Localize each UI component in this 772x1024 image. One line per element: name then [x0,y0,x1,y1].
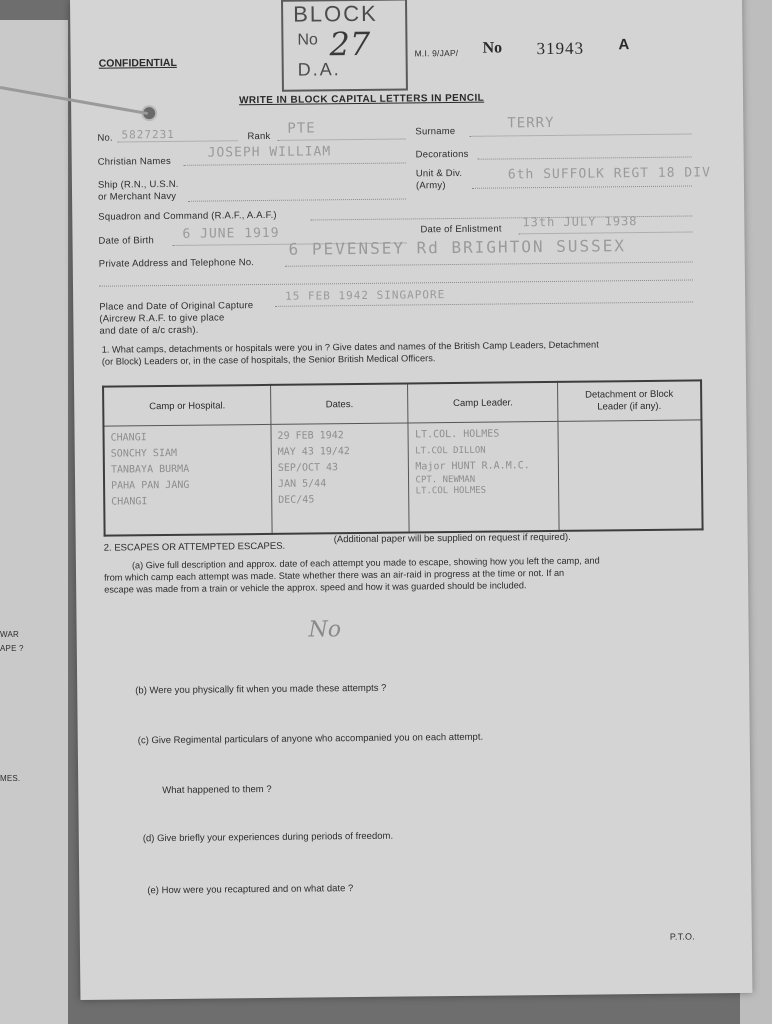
leader-entry: LT.COL DILLON [415,445,486,457]
address-label: Private Address and Telephone No. [98,257,255,270]
enlist-value: 13th JULY 1938 [522,214,638,230]
dates-cell [271,423,410,534]
leader-entry: CPT. NEWMAN [415,474,476,486]
ship-line [188,198,406,201]
camp-entry: CHANGI [111,496,148,508]
col-detachment: Detachment or Block Leader (if any). [557,380,701,421]
block-stamp [281,0,408,92]
rank-value: PTE [287,120,316,137]
unit-line [472,185,692,188]
serial-number: 31943 [536,38,585,59]
unit-label-2: (Army) [415,180,446,192]
confidential-heading: CONFIDENTIAL [98,56,177,70]
no-line [117,140,237,142]
form-reference: M.I. 9/JAP/ [414,47,459,59]
squadron-label: Squadron and Command (R.A.F., A.A.F.) [98,209,277,223]
ship-label-1: Ship (R.N., U.S.N. [97,178,179,191]
address-value: 6 PEVENSEY Rd BRIGHTON SUSSEX [288,236,627,259]
camp-cell [103,424,272,535]
leader-entry: LT.COL HOLMES [415,485,487,497]
capture-label-3: and date of a/c crash). [99,324,199,337]
camp-entry: TANBAYA BURMA [110,463,190,476]
camps-table [102,379,704,536]
leader-cell [408,421,559,532]
underlying-page-left [0,20,68,1024]
q2-a-3: escape was made from a train or vehicle the approx. speed and how it was guarded should be included. [104,580,527,595]
enlist-line [518,231,692,234]
stamp-block: BLOCK [293,0,378,27]
leader-entry: LT.COL. HOLMES [414,428,500,441]
pto-label: P.T.O. [669,931,695,942]
q2-c2: What happened to them ? [162,783,272,797]
no-label: No. [97,132,113,144]
rank-label: Rank [247,130,271,143]
capture-line [275,301,693,306]
decorations-line [478,156,692,159]
q2-a-1: (a) Give full description and approx. date of each attempt you made to escape, showing how you left the camp, and [131,555,600,571]
camp-entry: SONCHY SIAM [110,447,178,460]
answer-a: No [308,617,342,643]
detachment-cell [558,420,703,531]
date-entry: JAN 5/44 [277,478,327,490]
q2-b: (b) Were you physically fit when you made these attempts ? [135,682,387,697]
rank-line [277,138,405,140]
stamp-da: D.A. [297,59,341,80]
q2-note: (Additional paper will be supplied on request if required). [333,531,571,546]
date-entry: 29 FEB 1942 [277,430,344,442]
col-leader: Camp Leader. [408,382,558,423]
margin-text-war: WAR [0,630,19,639]
christian-label: Christian Names [97,155,171,168]
stamp-number: 27 [329,24,371,64]
christian-line [184,162,406,165]
camp-entry: PAHA PAN JANG [111,479,190,492]
date-entry: SEP/OCT 43 [277,462,339,474]
ship-label-2: or Merchant Navy [98,190,177,203]
q1-text-1: 1. What camps, detachments or hospitals were you in ? Give dates and names of the British Camp Leaders, Detachment [101,339,599,355]
margin-text-ape: APE ? [0,644,24,653]
no-value: 5827231 [121,127,175,142]
margin-text-mes: MES. [0,774,21,783]
address-line [285,261,693,266]
q1-text-2: (or Block) Leaders or, in the case of hospitals, the Senior British Medical Officers. [101,353,436,367]
q2-d: (d) Give briefly your experiences during periods of freedom. [142,830,394,845]
unit-value: 6th SUFFOLK REGT 18 DIV [507,165,711,183]
christian-value: JOSEPH WILLIAM [207,144,332,161]
leader-entry: Major HUNT R.A.M.C. [415,460,530,473]
date-entry: DEC/45 [278,494,315,506]
q2-c: (c) Give Regimental particulars of anyone who accompanied you on each attempt. [137,731,484,747]
col-dates: Dates. [270,383,408,424]
address-line-2 [99,279,693,286]
unit-label-1: Unit & Div. [415,167,463,180]
q2-title: 2. ESCAPES OR ATTEMPTED ESCAPES. [103,540,286,554]
instruction-heading: WRITE IN BLOCK CAPITAL LETTERS IN PENCIL [239,92,485,107]
col-camp: Camp or Hospital. [103,385,271,426]
no-symbol: No [482,39,503,57]
form-page [70,0,752,1000]
form-letter: A [618,36,630,54]
surname-value: TERRY [507,114,555,132]
dob-label: Date of Birth [98,235,154,247]
q2-e: (e) How were you recaptured and on what date ? [147,883,354,897]
capture-value: 15 FEB 1942 SINGAPORE [285,288,446,303]
q2-a-2: from which camp each attempt was made. State whether there was an air-raid in progress at the time or not. If an [103,567,565,583]
date-entry: MAY 43 19/42 [277,446,350,458]
dob-value: 6 JUNE 1919 [182,225,280,242]
enlist-label: Date of Enlistment [420,223,502,236]
capture-label-1: Place and Date of Original Capture [99,300,254,313]
camp-entry: CHANGI [110,432,147,444]
surname-line [469,133,691,136]
decorations-label: Decorations [415,148,469,161]
stamp-no: No [297,31,318,49]
surname-label: Surname [415,125,456,138]
capture-label-2: (Aircrew R.A.F. to give place [99,312,225,325]
